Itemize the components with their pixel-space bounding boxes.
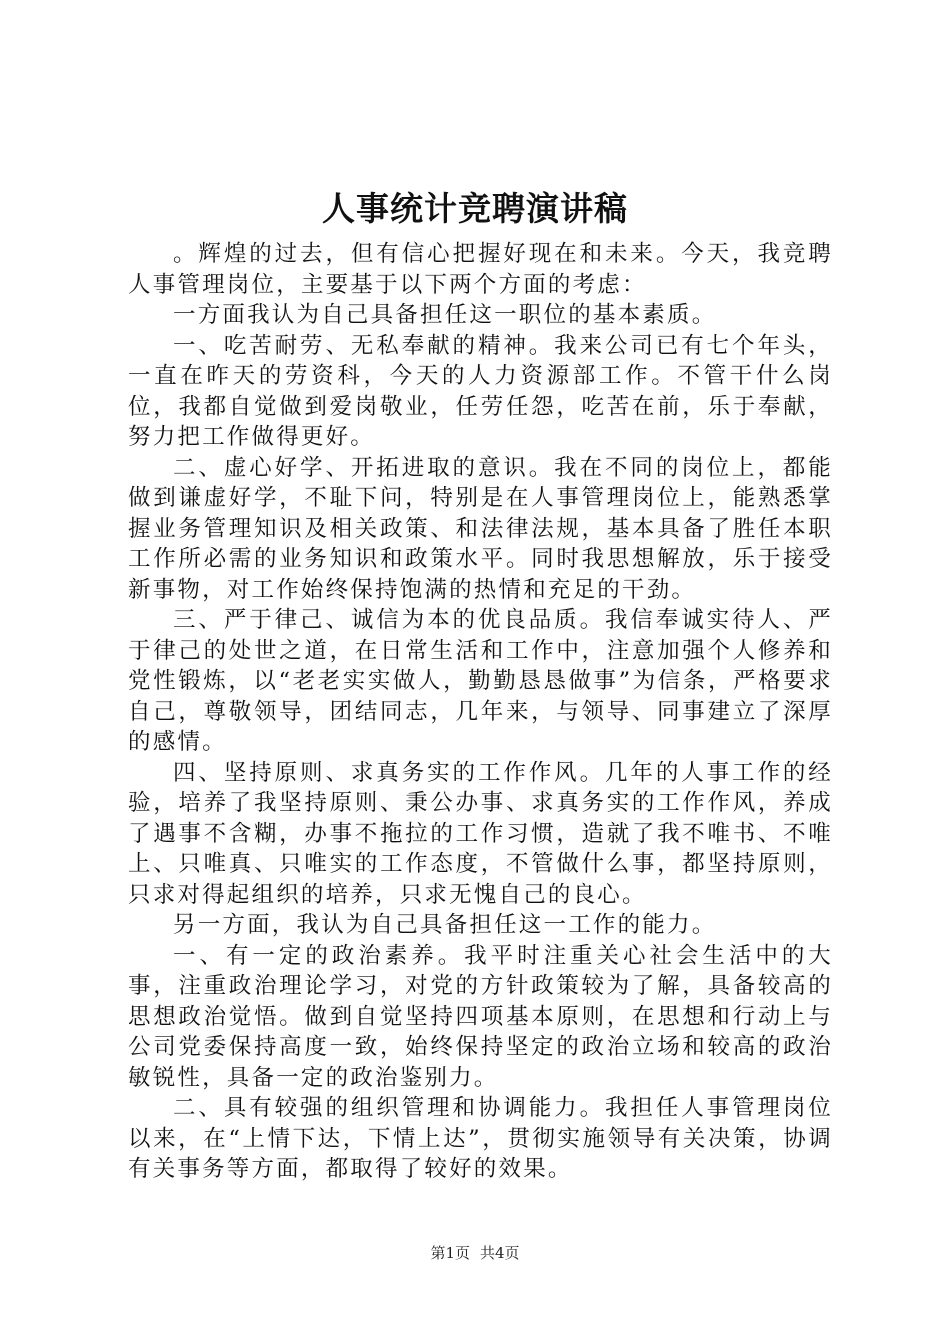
paragraph-ability-2: 二、具有较强的组织管理和协调能力。我担任人事管理岗位以来，在“上情下达，下情上达”，贯彻实施领导有关决策，协调有关事务等方面，都取得了较好的效果。 (128, 1095, 833, 1182)
document-body (128, 239, 833, 1185)
page-footer (0, 1243, 950, 1263)
page-number: 第1页 (430, 1244, 470, 1262)
paragraph-aspect-one-heading: 一方面我认为自己具备担任这一职位的基本素质。 (173, 302, 717, 328)
paragraph-intro: 。辉煌的过去，但有信心把握好现在和未来。今天，我竞聘人事管理岗位，主要基于以下两个方面的考虑： (128, 241, 833, 298)
page-total: 共4页 (480, 1244, 520, 1262)
paragraph-point-4: 四、坚持原则、求真务实的工作作风。几年的人事工作的经验，培养了我坚持原则、秉公办事、求真务实的工作作风，养成了遇事不含糊，办事不拖拉的工作习惯，造就了我不唯书、不唯上、只唯真、只唯实的工作态度，不管做什么事，都坚持原则，只求对得起组织的培养，只求无愧自己的良心。 (128, 759, 833, 908)
paragraph-ability-1: 一、有一定的政治素养。我平时注重关心社会生活中的大事，注重政治理论学习，对党的方针政策较为了解，具备较高的思想政治觉悟。做到自觉坚持四项基本原则，在思想和行动上与公司党委保持高度一致，始终保持坚定的政治立场和较高的政治敏锐性，具备一定的政治鉴别力。 (128, 942, 833, 1091)
document-title: 人事统计竞聘演讲稿 (322, 189, 628, 228)
paragraph-aspect-two-heading: 另一方面，我认为自己具备担任这一工作的能力。 (173, 912, 717, 938)
paragraph-point-1: 一、吃苦耐劳、无私奉献的精神。我来公司已有七个年头，一直在昨天的劳资科，今天的人力资源部工作。不管干什么岗位，我都自觉做到爱岗敬业，任劳任怨，吃苦在前，乐于奉献，努力把工作做得更好。 (128, 332, 833, 450)
paragraph-point-3: 三、严于律己、诚信为本的优良品质。我信奉诚实待人、严于律己的处世之道，在日常生活和工作中，注意加强个人修养和党性锻炼，以“老老实实做人，勤勤恳恳做事”为信条，严格要求自己，尊敬领导，团结同志，几年来，与领导、同事建立了深厚的感情。 (128, 607, 833, 755)
paragraph-point-2: 二、虚心好学、开拓进取的意识。我在不同的岗位上，都能做到谦虚好学，不耻下问，特别是在人事管理岗位上，能熟悉掌握业务管理知识及相关政策、和法律法规，基本具备了胜任本职工作所必需的业务知识和政策水平。同时我思想解放，乐于接受新事物，对工作始终保持饱满的热情和充足的干劲。 (128, 454, 833, 603)
